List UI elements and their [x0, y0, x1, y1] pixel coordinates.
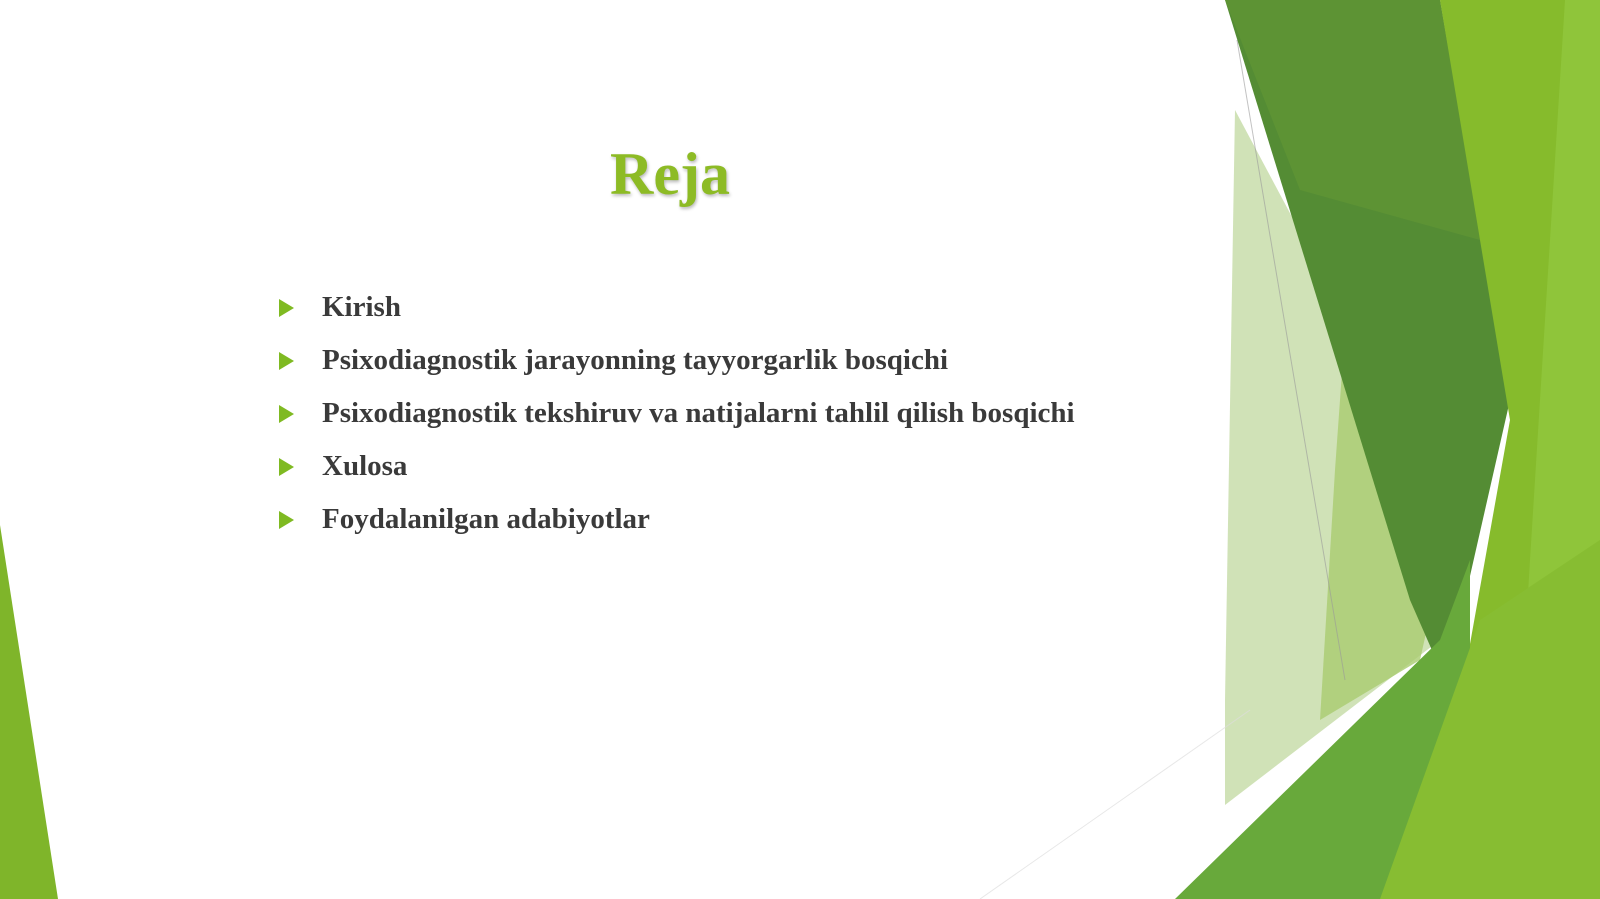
agenda-item-label: Psixodiagnostik jarayonning tayyorgarlik bosqichi [322, 344, 949, 376]
triangle-arrow-right-icon [279, 352, 294, 370]
agenda-item [276, 287, 1136, 340]
triangle-arrow-right-icon [279, 511, 294, 529]
agenda-item [276, 446, 1136, 499]
triangle-arrow-right-icon [279, 405, 294, 423]
triangle-arrow-right-icon [279, 458, 294, 476]
left-green-accent [0, 525, 58, 899]
agenda-item [276, 340, 1136, 393]
agenda-item-label: Kirish [322, 291, 401, 323]
agenda-item-label: Xulosa [322, 450, 408, 482]
agenda-item-label: Psixodiagnostik tekshiruv va natijalarni tahlil qilish bosqichi [322, 397, 1075, 429]
agenda-item [276, 393, 1136, 446]
triangle-arrow-right-icon [279, 299, 294, 317]
agenda-list [276, 287, 1136, 552]
agenda-item-label: Foydalanilgan adabiyotlar [322, 503, 650, 535]
agenda-item [276, 499, 1136, 552]
slide-title: Reja [610, 141, 730, 207]
